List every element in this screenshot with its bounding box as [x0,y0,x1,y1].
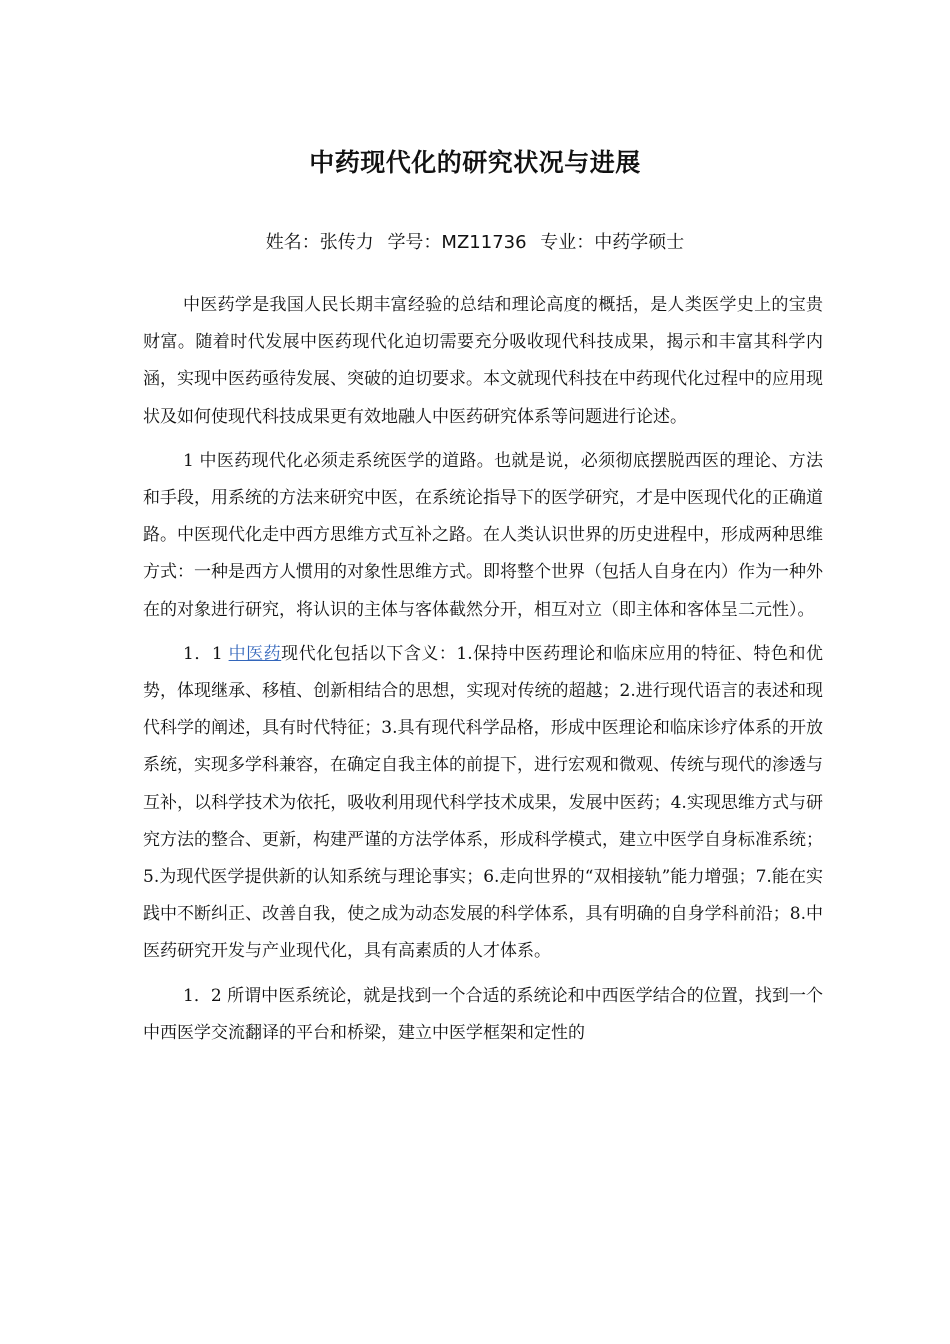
author-name: 姓名：张传力 [265,232,374,253]
section-number: 1．1 [183,643,229,664]
paragraph-section-1-1 [143,636,823,971]
paragraph-intro: 中医药学是我国人民长期丰富经验的总结和理论高度的概括，是人类医学史上的宝贵财富。随着时代发展中医药现代化迫切需要充分吸收现代科技成果，揭示和丰富其科学内涵，实现中医药亟待发展、突破的迫切要求。本文就现代科技在中药现代化过程中的应用现状及如何使现代科技成果更有效地融人中医药研究体系等问题进行论述。 [143,295,823,427]
major: 专业：中药学硕士 [540,232,685,253]
paragraph-section-1-2: 1．2 所谓中医系统论，就是找到一个合适的系统论和中西医学结合的位置，找到一个中西医学交流翻译的平台和桥梁，建立中医学框架和定性的 [143,985,823,1043]
document-body [143,287,823,1059]
tcm-link[interactable]: 中医药 [228,643,282,664]
author-line [0,228,950,258]
paragraph-text: 现代化包括以下含义：1.保持中医药理论和临床应用的特征、特色和优势，体现继承、移植、创新相结合的思想，实现对传统的超越；2.进行现代语言的表述和现代科学的阐述，具有时代特征；3.具有现代科学品格，形成中医理论和临床诊疗体系的开放系统，实现多学科兼容，在确定自我主体的前提下，进行宏观和微观、传统与现代的渗透与互补，以科学技术为依托，吸收利用现代科学技术成果，发展中医药；4.实现思维方式与研究方法的整合、更新，构建严谨的方法学体系，形成科学模式，建立中医学自身标准系统；5.为现代医学提供新的认知系统与理论事实；6.走向世界的“双相接轨”能力增强；7.能在实践中不断纠正、改善自我，使之成为动态发展的科学体系，具有明确的自身学科前沿；8.中医药研究开发与产业现代化，具有高素质的人才体系。 [143,643,824,962]
document-title: 中药现代化的研究状况与进展 [309,148,641,177]
paragraph-section-1: 1 中医药现代化必须走系统医学的道路。也就是说，必须彻底摆脱西医的理论、方法和手段，用系统的方法来研究中医，在系统论指导下的医学研究，才是中医现代化的正确道路。中医现代化走中西方思维方式互补之路。在人类认识世界的历史进程中，形成两种思维方式：一种是西方人惯用的对象性思维方式。即将整个世界（包括人自身在内）作为一种外在的对象进行研究，将认识的主体与客体截然分开，相互对立（即主体和客体呈二元性）。 [143,450,823,620]
student-id: 学号：MZ11736 [387,232,527,253]
